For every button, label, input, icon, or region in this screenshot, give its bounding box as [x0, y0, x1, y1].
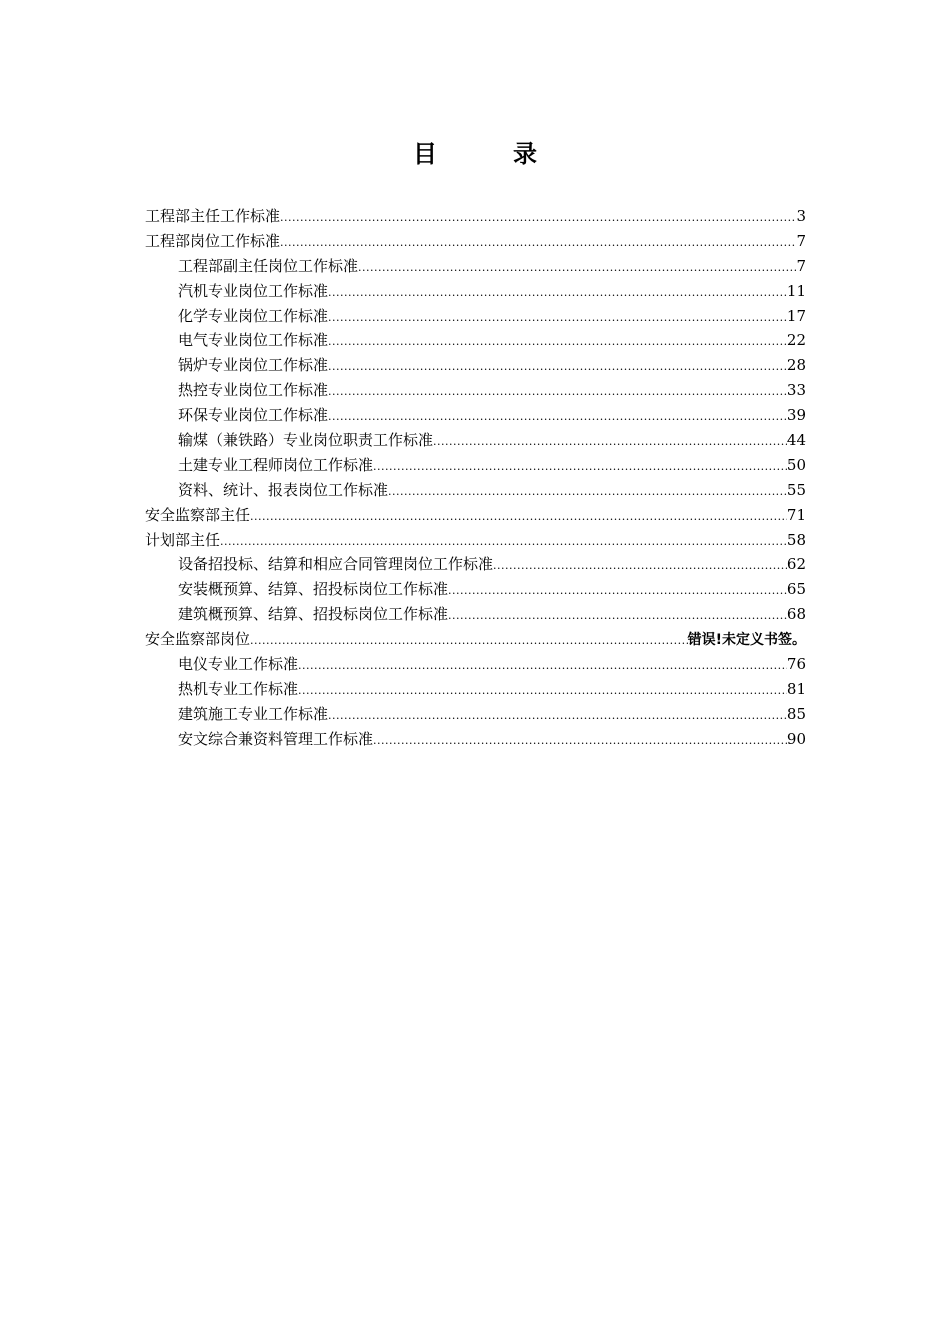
- toc-leader-dots: [493, 554, 787, 579]
- toc-entry-label: 电仪专业工作标准: [178, 655, 299, 674]
- toc-entry-label: 建筑概预算、结算、招投标岗位工作标准: [178, 605, 449, 624]
- toc-leader-dots: [280, 231, 796, 256]
- toc-leader-dots: [448, 604, 787, 629]
- toc-leader-dots: [250, 629, 688, 654]
- toc-entry[interactable]: [145, 453, 806, 478]
- toc-entry-page: 17: [786, 306, 806, 325]
- toc-entry-page: 3: [796, 207, 806, 225]
- toc-entry-label: 工程部主任工作标准: [145, 207, 281, 225]
- toc-entry-label: 热机专业工作标准: [178, 679, 299, 698]
- toc-leader-dots: [220, 530, 787, 555]
- toc-leader-dots: [448, 579, 787, 604]
- toc-entry-label: 环保专业岗位工作标准: [178, 406, 329, 425]
- toc-entry[interactable]: [145, 727, 806, 752]
- toc-entry-page: 58: [786, 530, 806, 549]
- toc-entry-label: 化学专业岗位工作标准: [178, 306, 329, 325]
- toc-entry-label: 建筑施工专业工作标准: [178, 704, 329, 723]
- toc-entry-page: 68: [786, 605, 806, 624]
- toc-leader-dots: [250, 505, 787, 530]
- toc-leader-dots: [298, 654, 787, 679]
- toc-entry-label: 土建专业工程师岗位工作标准: [178, 455, 374, 474]
- table-of-contents: [145, 204, 806, 752]
- toc-entry-page: 39: [786, 406, 806, 425]
- toc-leader-dots: [328, 330, 787, 355]
- toc-entry-page: 33: [786, 381, 806, 400]
- toc-entry-page: 50: [786, 455, 806, 474]
- toc-leader-dots: [373, 729, 787, 754]
- toc-entry-page: 55: [786, 480, 806, 499]
- page-title: 目 录: [413, 139, 563, 168]
- toc-entry-page: 85: [786, 704, 806, 723]
- toc-entry-page: 44: [786, 431, 806, 450]
- toc-entry[interactable]: [145, 328, 806, 353]
- toc-entry-page: 28: [786, 356, 806, 375]
- toc-entry[interactable]: [145, 353, 806, 378]
- toc-entry[interactable]: [145, 229, 806, 254]
- toc-entry-label: 工程部副主任岗位工作标准: [178, 256, 359, 275]
- toc-entry-label: 安文综合兼资料管理工作标准: [178, 729, 374, 748]
- toc-leader-dots: [358, 256, 796, 281]
- toc-entry-label: 安全监察部主任: [145, 505, 251, 524]
- toc-entry[interactable]: [145, 677, 806, 702]
- toc-entry-page: 22: [786, 331, 806, 350]
- toc-entry-page: 62: [786, 555, 806, 574]
- toc-leader-dots: [328, 281, 787, 306]
- toc-entry[interactable]: [145, 304, 806, 329]
- toc-entry-label: 设备招投标、结算和相应合同管理岗位工作标准: [178, 555, 494, 574]
- toc-entry[interactable]: [145, 428, 806, 453]
- toc-entry[interactable]: [145, 503, 806, 528]
- toc-entry[interactable]: [145, 279, 806, 304]
- toc-entry-label: 电气专业岗位工作标准: [178, 331, 329, 350]
- toc-entry-page: 81: [786, 679, 806, 698]
- toc-leader-dots: [328, 380, 787, 405]
- toc-entry[interactable]: [145, 478, 806, 503]
- toc-leader-dots: [328, 306, 787, 331]
- toc-entry-page: 65: [786, 580, 806, 599]
- toc-entry[interactable]: [145, 627, 806, 652]
- toc-entry-page: 11: [786, 281, 806, 300]
- toc-entry-label: 资料、统计、报表岗位工作标准: [178, 480, 389, 499]
- toc-entry-label: 输煤（兼铁路）专业岗位职责工作标准: [178, 431, 434, 450]
- toc-leader-dots: [433, 430, 787, 455]
- toc-leader-dots: [328, 704, 787, 729]
- toc-entry-page: 7: [796, 231, 806, 250]
- toc-entry[interactable]: [145, 378, 806, 403]
- toc-entry-label: 计划部主任: [145, 530, 221, 549]
- toc-entry[interactable]: [145, 702, 806, 727]
- toc-entry[interactable]: [145, 652, 806, 677]
- toc-entry[interactable]: [145, 204, 806, 229]
- toc-entry[interactable]: [145, 602, 806, 627]
- toc-entry[interactable]: [145, 403, 806, 428]
- toc-entry-label: 热控专业岗位工作标准: [178, 381, 329, 400]
- toc-leader-dots: [388, 480, 787, 505]
- toc-entry-page: 71: [786, 505, 806, 524]
- toc-entry-label: 锅炉专业岗位工作标准: [178, 356, 329, 375]
- toc-entry-page: 76: [786, 655, 806, 674]
- toc-leader-dots: [328, 355, 787, 380]
- toc-entry[interactable]: [145, 254, 806, 279]
- toc-entry-page-error: 错误!未定义书签。: [687, 632, 806, 649]
- toc-entry-label: 安装概预算、结算、招投标岗位工作标准: [178, 580, 449, 599]
- toc-entry-label: 汽机专业岗位工作标准: [178, 281, 329, 300]
- toc-leader-dots: [373, 455, 787, 480]
- toc-leader-dots: [328, 405, 787, 430]
- toc-entry[interactable]: [145, 577, 806, 602]
- toc-leader-dots: [298, 679, 787, 704]
- toc-entry[interactable]: [145, 528, 806, 553]
- toc-entry-page: 90: [786, 729, 806, 748]
- toc-entry-page: 7: [796, 256, 806, 275]
- toc-leader-dots: [280, 206, 796, 231]
- toc-entry-label: 安全监察部岗位: [145, 630, 251, 649]
- toc-entry-label: 工程部岗位工作标准: [145, 231, 281, 250]
- toc-entry[interactable]: [145, 552, 806, 577]
